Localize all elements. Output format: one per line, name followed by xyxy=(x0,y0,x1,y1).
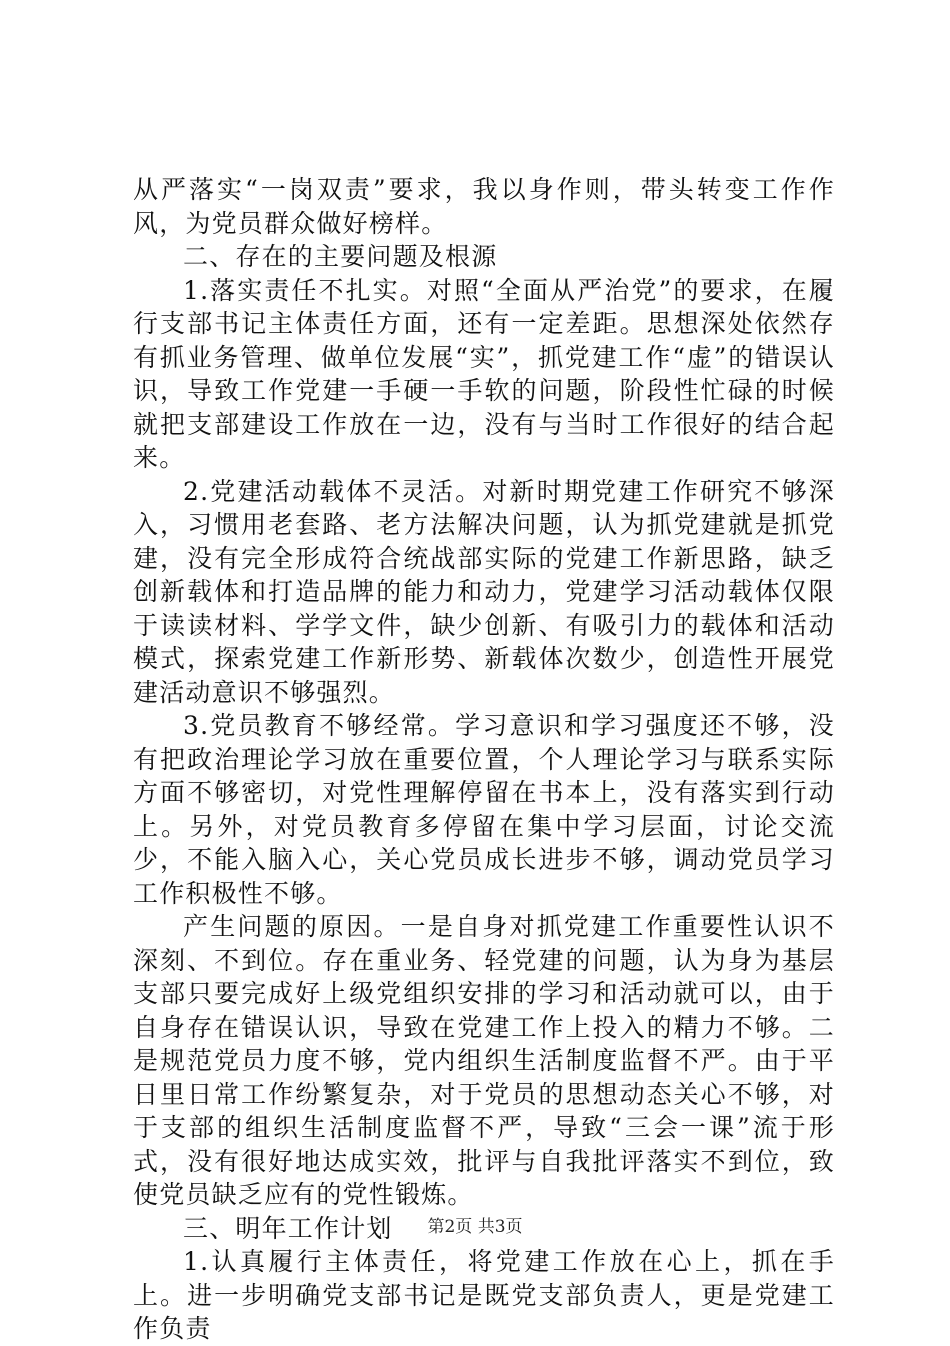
section-heading-problems: 二、存在的主要问题及根源 xyxy=(183,242,498,271)
paragraph-continuation: 从严落实“一岗双责”要求，我以身作则，带头转变工作作风，为党员群众做好榜样。 xyxy=(133,175,835,238)
paragraph-causes: 产生问题的原因。一是自身对抓党建工作重要性认识不深刻、不到位。存在重业务、轻党建的问题，认为身为基层支部只要完成好上级党组织安排的学习和活动就可以，由于自身存在错误认识，导致在党建工作上投入的精力不够。二是规范党员力度不够，党内组织生活制度监督不严。由于平日里日常工作纷繁复杂，对于党员的思想动态关心不够，对于支部的组织生活制度监督不严，导致“三会一课”流于形式，没有很好地达成实效，批评与自我批评落实不到位，致使党员缺乏应有的党性锻炼。 xyxy=(133,912,835,1209)
paragraph-problem-2: 2.党建活动载体不灵活。对新时期党建工作研究不够深入，习惯用老套路、老方法解决问题，认为抓党建就是抓党建，没有完全形成符合统战部实际的党建工作新思路，缺乏创新载体和打造品牌的能力和动力，党建学习活动载体仅限于读读材料、学学文件，缺少创新、有吸引力的载体和活动模式，探索党建工作新形势、新载体次数少，创造性开展党建活动意识不够强烈。 xyxy=(133,476,835,707)
document-body xyxy=(133,173,835,1346)
paragraph-problem-1: 1.落实责任不扎实。对照“全面从严治党”的要求，在履行支部书记主体责任方面，还有一定差距。思想深处依然存有抓业务管理、做单位发展“实”，抓党建工作“虚”的错误认识，导致工作党建一手硬一手软的问题，阶段性忙碌的时候就把支部建设工作放在一边，没有与当时工作很好的结合起来。 xyxy=(133,275,835,472)
page-number-footer: 第2页 共3页 xyxy=(427,1217,523,1237)
paragraph-problem-3: 3.党员教育不够经常。学习意识和学习强度还不够，没有把政治理论学习放在重要位置，个人理论学习与联系实际方面不够密切，对党性理解停留在书本上，没有落实到行动上。另外，对党员教育多停留在集中学习层面，讨论交流少，不能入脑入心，关心党员成长进步不够，调动党员学习工作积极性不够。 xyxy=(133,711,835,908)
section-heading-plan: 三、明年工作计划 xyxy=(183,1213,393,1243)
paragraph-plan-1: 1.认真履行主体责任，将党建工作放在心上，抓在手上。进一步明确党支部书记是既党支部负责人，更是党建工作负责 xyxy=(133,1247,835,1343)
